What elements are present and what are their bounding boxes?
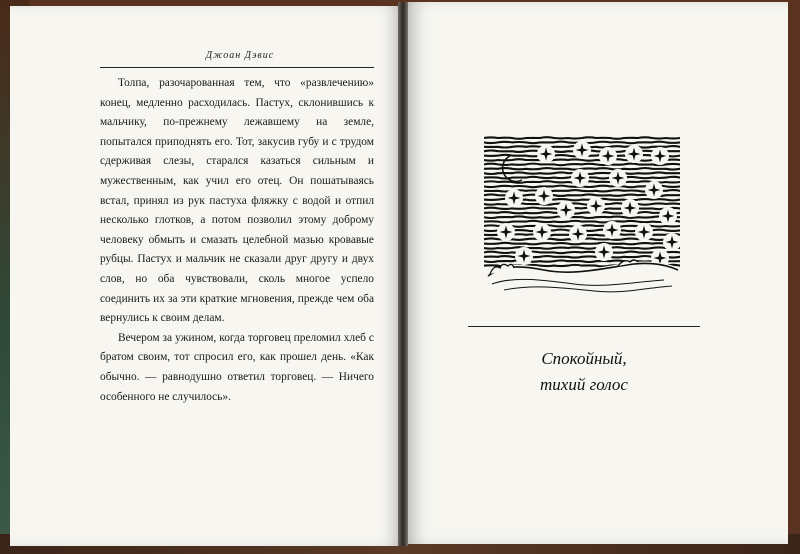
hatch-line xyxy=(484,216,680,218)
hatch-line xyxy=(484,159,680,161)
running-head: Джоан Дэвис xyxy=(205,50,275,61)
hatch-line xyxy=(484,212,680,214)
hatch-line xyxy=(484,137,680,139)
hatch-line xyxy=(484,208,680,210)
hatch-line xyxy=(484,247,680,249)
section-title-line-1: Спокойный, xyxy=(541,349,627,368)
hatch-line xyxy=(484,252,680,254)
hatch-line xyxy=(484,256,680,258)
hatch-line xyxy=(484,221,680,223)
hatch-line xyxy=(484,243,680,245)
body-text xyxy=(100,74,374,407)
section-rule xyxy=(468,326,700,327)
paragraph-1: Толпа, разочарованная тем, что «развлечению» конец, медленно расходилась. Пастух, склонившись к мальчику, по-прежнему лежавшему на земле, попытался приподнять его. Тот, закусив губу и с трудом сдерживая слезы, старался казаться сильным и мужественным, как учил его отец. Он пошатываясь встал, принял из рук пастуха фляжку с водой и отпил несколько глотков, а потом позволил этому доброму человеку обмыть и смазать целебной мазью кровавые рубцы. Пастух и мальчик не сказали друг другу и двух слов, но оба чувствовали, сколь многое успело соединить их за эти краткие мгновения, прежде чем оба вернулись к своим делам. xyxy=(100,77,374,325)
night-sky-woodcut-illustration xyxy=(484,134,680,296)
section-title xyxy=(468,346,700,398)
running-head-rule xyxy=(100,67,374,68)
section-title-line-2: тихий голос xyxy=(540,375,628,394)
paragraph-2: Вечером за ужином, когда торговец преломил хлеб с братом своим, тот спросил его, как прошел день. «Как обычно. — равнодушно ответил торговец. — Ничего особенного не случилось». xyxy=(100,331,374,403)
book-gutter xyxy=(398,2,408,546)
hatch-line xyxy=(484,164,680,166)
